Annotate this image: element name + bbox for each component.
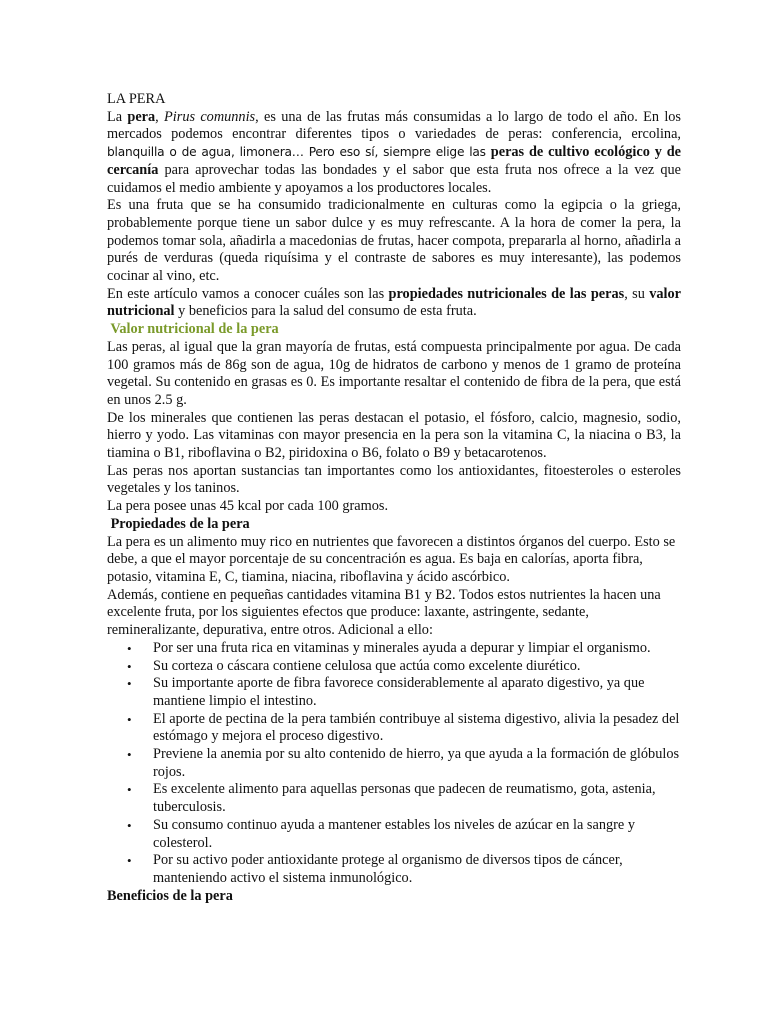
ecological-pears-bold: peras de cultivo ecológico y de cercanía [107, 144, 682, 178]
bullet-icon: • [127, 676, 132, 692]
intro-paragraph: La pera, Pirus comunnis, es una de las frutas más consumidas a lo largo de todo el año. En los mercados podemos encontrar diferentes tipos o variedades de peras: conferencia, ercolina, blanquilla o de agua, limonera… Pero eso sí, siempre elige las peras de cultivo ecológico y de cercanía para aprovechar todas las bondades y el sabor que esta fruta nos ofrece a la vez que cuidamos el medio ambiente y apoyamos a los productores locales. [107, 108, 682, 196]
properties-paragraph-2: Además, contiene en pequeñas cantidades vitamina B1 y B2. Todos estos nutrientes la hacen una excelente fruta, por los siguientes efectos que produce: laxante, astringente, sedante, remineralizante, depurativa, entre otros. Adicional a ello: [107, 586, 661, 639]
heading-valor-nutricional: Valor nutricional de la pera [107, 321, 279, 338]
properties-list [107, 640, 681, 888]
list-item: • Previene la anemia por su alto contenido de hierro, ya que ayuda a la formación de glóbulos rojos. [127, 746, 680, 780]
list-item: • Por su activo poder antioxidante protege al organismo de diversos tipos de cáncer, manteniendo activo el sistema inmunológico. [127, 852, 623, 886]
nutrition-paragraph-1: Las peras, al igual que la gran mayoría de frutas, está compuesta principalmente por agua. De cada 100 gramos más de 86g son de agua, 10g de hidratos de carbono y menos de 1 gramo de proteína vegetal. Su contenido en grasas es 0. Es importante resaltar el contenido de fibra de la pera, que está en unos 2.5 g. [107, 338, 681, 408]
bullet-icon: • [127, 747, 132, 763]
nutrition-paragraph-4: La pera posee unas 45 kcal por cada 100 gramos. [107, 498, 389, 515]
list-item: • Es excelente alimento para aquellas personas que padecen de reumatismo, gota, astenia, tuberculosis. [127, 781, 656, 816]
scientific-name: Pirus comunnis [164, 108, 256, 125]
list-item: • Su consumo continuo ayuda a mantener estables los niveles de azúcar en la sangre y colesterol. [127, 816, 635, 851]
pera-bold: pera [127, 108, 156, 125]
list-item: • Su importante aporte de fibra favorece considerablemente al aparato digestivo, ya que mantiene limpio el intestino. [127, 675, 645, 709]
bullet-icon: • [127, 853, 132, 869]
bullet-icon: • [127, 782, 132, 798]
document-page [107, 91, 681, 905]
alt-font-run: blanquilla o de agua, limonera… Pero eso sí, siempre elige las [107, 145, 491, 160]
culture-paragraph: Es una fruta que se ha consumido tradicionalmente en culturas como la egipcia o la griega, probablemente porque tiene un sabor dulce y es muy refrescante. A la hora de comer la pera, la podemos tomar sola, añadirla a macedonias de frutas, hacer compota, prepararla al horno, añadirla a purés de verduras (queda riquísima y el contraste de sabores es muy interesante), las podemos cocinar al vino, etc. [107, 197, 681, 285]
properties-paragraph-1: La pera es un alimento muy rico en nutrientes que favorecen a distintos órganos del cuerpo. Esto se debe, a que el mayor porcentaje de su concentración es agua. Es baja en calorías, aporta fibra, potasio, vitamina E, C, tiamina, niacina, riboflavina y ácido ascórbico. [107, 533, 676, 585]
heading-beneficios: Beneficios de la pera [107, 887, 233, 904]
bullet-icon: • [127, 817, 132, 833]
list-item: • El aporte de pectina de la pera también contribuye al sistema digestivo, alivia la pesadez del estómago y mejora el proceso digestivo. [127, 710, 680, 745]
nutrition-paragraph-2: De los minerales que contienen las peras destacan el potasio, el fósforo, calcio, magnesio, sodio, hierro y yodo. Las vitaminas con mayor presencia en la pera son la vitamina C, la niacina o B3, la tiamina o B1, riboflavina o B2, piridoxina o B6, folato o B9 y betacarotenos. [107, 409, 681, 462]
heading-propiedades: Propiedades de la pera [107, 515, 250, 532]
bullet-icon: • [127, 711, 132, 727]
document-title: LA PERA [107, 91, 166, 107]
article-intro-paragraph: En este artículo vamos a conocer cuáles son las propiedades nutricionales de las peras, su valor nutricional y beneficios para la salud del consumo de esta fruta. [107, 285, 682, 320]
bullet-icon: • [127, 658, 132, 674]
bullet-icon: • [127, 640, 132, 656]
list-item: • Su corteza o cáscara contiene celulosa que actúa como excelente diurético. [127, 657, 581, 674]
nutrition-paragraph-3: Las peras nos aportan sustancias tan importantes como los antioxidantes, fitoesteroles o esteroles vegetales y los taninos. [107, 462, 681, 497]
list-item: • Por ser una fruta rica en vitaminas y minerales ayuda a depurar y limpiar el organismo. [127, 639, 651, 656]
